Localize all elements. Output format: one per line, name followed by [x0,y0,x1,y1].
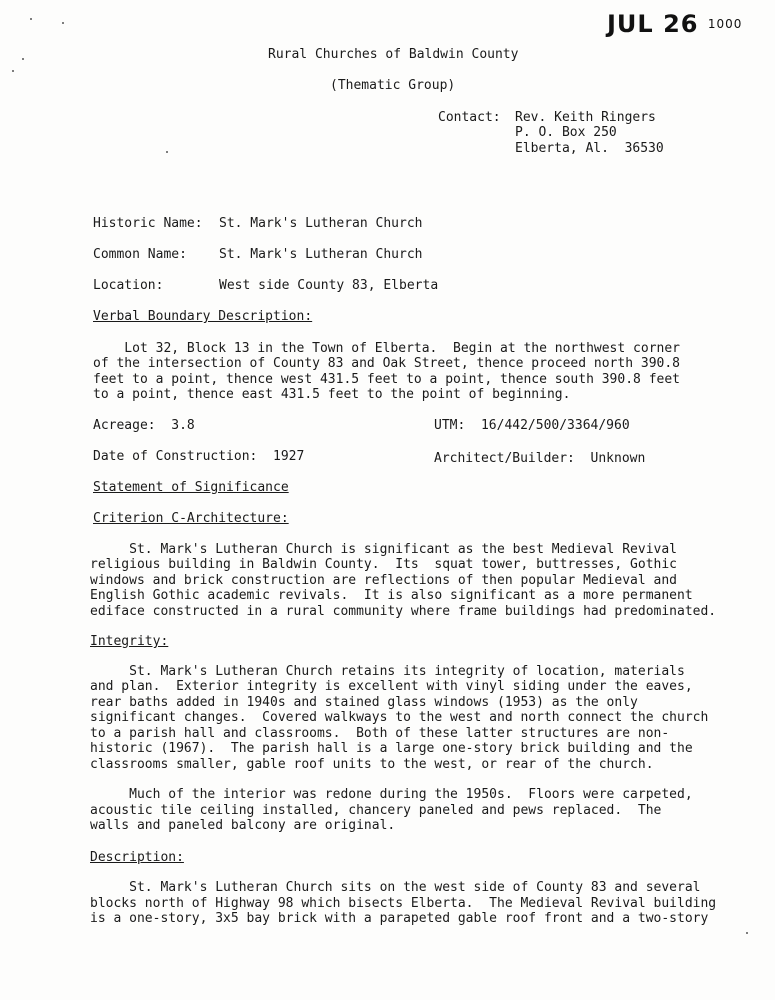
scan-speck [22,58,24,60]
integrity-line: and plan. Exterior integrity is excellent with vinyl siding under the eaves, [90,679,693,694]
description-line: blocks north of Highway 98 which bisects Elberta. The Medieval Revival building [90,896,717,911]
integrity-line: St. Mark's Lutheran Church retains its integrity of location, materials [90,664,685,679]
description-heading: Description: [90,850,184,865]
scan-speck [12,70,14,72]
integrity-line: classrooms smaller, gable roof units to the west, or rear of the church. [90,757,654,772]
historic-name-label: Historic Name: [93,216,203,231]
date-stamp: JUL 26 1000 [607,10,743,38]
integrity-line: historic (1967). The parish hall is a large one-story brick building and the [90,741,693,756]
contact-line: Elberta, Al. 36530 [515,141,664,156]
integrity-line: to a parish hall and classrooms. Both of these latter structures are non- [90,726,670,741]
location-label: Location: [93,278,164,293]
integrity-line: rear baths added in 1940s and stained glass windows (1953) as the only [90,695,638,710]
significance-line: St. Mark's Lutheran Church is significant as the best Medieval Revival [90,542,677,557]
description-line: St. Mark's Lutheran Church sits on the west side of County 83 and several [90,880,701,895]
description-line: is a one-story, 3x5 bay brick with a parapeted gable roof front and a two-story [90,911,709,926]
scan-speck [62,22,64,24]
common-name-value: St. Mark's Lutheran Church [219,247,423,262]
boundary-line: to a point, thence east 431.5 feet to the point of beginning. [93,387,571,402]
document-title: Rural Churches of Baldwin County [268,47,519,62]
contact-line: P. O. Box 250 [515,125,617,140]
scan-speck [30,18,32,20]
utm: UTM: 16/442/500/3364/960 [434,418,630,433]
historic-name-value: St. Mark's Lutheran Church [219,216,423,231]
significance-line: English Gothic academic revivals. It is also significant as a more permanent [90,588,693,603]
integrity-line: walls and paneled balcony are original. [90,818,396,833]
significance-line: religious building in Baldwin County. Its squat tower, buttresses, Gothic [90,557,677,572]
integrity-line: acoustic tile ceiling installed, chancery paneled and pews replaced. The [90,803,662,818]
acreage: Acreage: 3.8 [93,418,195,433]
scan-speck [746,932,748,934]
contact-line: Rev. Keith Ringers [515,110,656,125]
significance-heading: Statement of Significance [93,480,289,495]
integrity-line: Much of the interior was redone during the 1950s. Floors were carpeted, [90,787,693,802]
boundary-heading: Verbal Boundary Description: [93,309,313,324]
criterion-heading: Criterion C-Architecture: [93,511,289,526]
significance-line: windows and brick construction are reflections of then popular Medieval and [90,573,677,588]
integrity-line: significant changes. Covered walkways to the west and north connect the church [90,710,709,725]
location-value: West side County 83, Elberta [219,278,439,293]
significance-line: ediface constructed in a rural community where frame buildings had predominated. [90,604,717,619]
document-subtitle: (Thematic Group) [330,78,456,93]
boundary-line: of the intersection of County 83 and Oak Street, thence proceed north 390.8 [93,356,680,371]
integrity-heading: Integrity: [90,634,169,649]
date-of-construction: Date of Construction: 1927 [93,449,305,464]
scan-speck [166,151,168,153]
contact-label: Contact: [438,110,501,125]
common-name-label: Common Name: [93,247,187,262]
boundary-line: Lot 32, Block 13 in the Town of Elberta. Begin at the northwest corner [93,341,680,356]
architect-builder: Architect/Builder: Unknown [434,451,646,466]
boundary-line: feet to a point, thence west 431.5 feet to a point, thence south 390.8 feet [93,372,680,387]
